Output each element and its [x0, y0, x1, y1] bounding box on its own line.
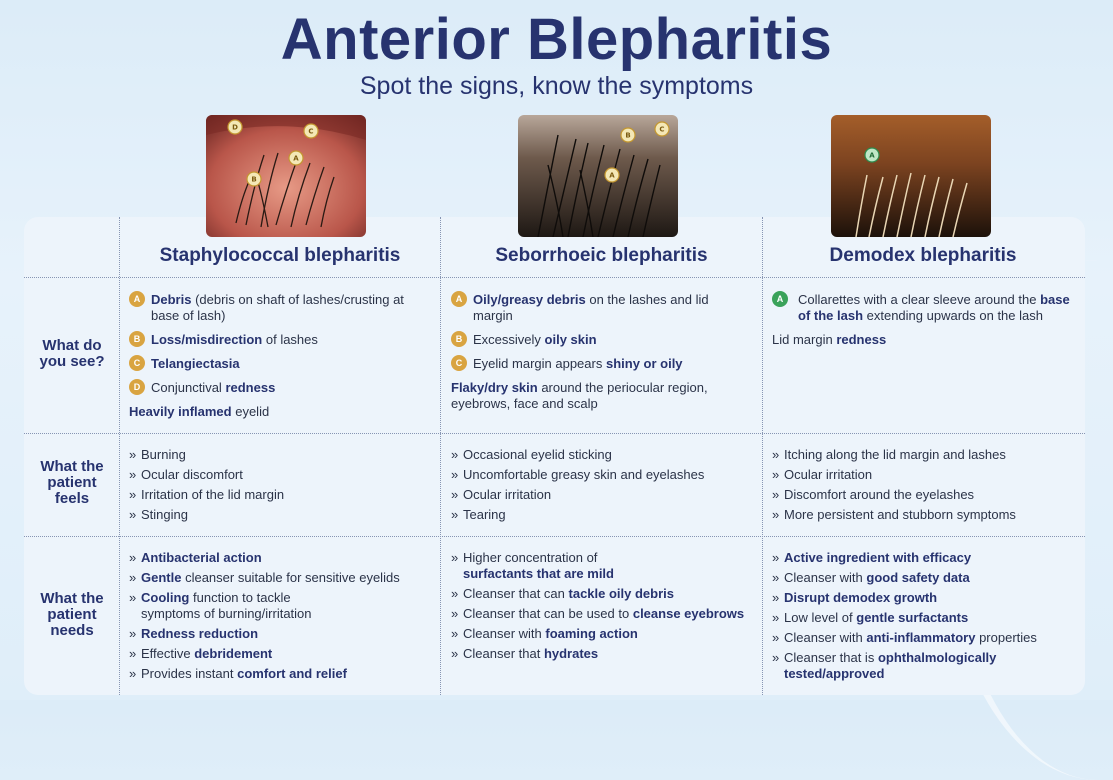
need-emphasis: cleanse eyebrows — [632, 606, 745, 621]
need-item — [451, 646, 756, 662]
column-title-sebo: Seborrhoeic blepharitis — [495, 245, 708, 266]
sign-emphasis: Flaky/dry skin — [451, 380, 538, 395]
row-divider — [24, 277, 1085, 278]
sign-badge: C — [129, 355, 145, 371]
sign-item — [451, 292, 751, 324]
sign-emphasis: shiny or oily — [605, 356, 683, 371]
symptom-item: » Uncomfortable greasy skin and eyelashes — [451, 467, 751, 483]
need-emphasis: Gentle — [141, 570, 182, 585]
sign-badge: A — [129, 291, 145, 307]
need-item — [772, 570, 1072, 586]
sebo-needs-cell — [451, 550, 756, 666]
need-text: Cleanser that — [463, 646, 544, 661]
sign-emphasis: Loss/misdirection — [151, 332, 263, 347]
column-divider — [119, 217, 120, 695]
staph-eyelid-photo — [206, 115, 366, 237]
photo-marker-label: D — [232, 123, 238, 132]
page-title: Anterior Blepharitis — [280, 7, 833, 72]
need-text: Cleanser that can — [463, 586, 569, 601]
need-item — [772, 550, 1072, 566]
sign-text: eyelid — [231, 404, 270, 419]
photo-marker-label: A — [869, 151, 875, 160]
photo-marker-label: C — [308, 127, 314, 136]
need-item — [451, 550, 623, 582]
row-divider — [24, 433, 1085, 434]
need-item — [129, 666, 434, 682]
demodex-feels-cell — [772, 447, 1077, 527]
page-subtitle: Spot the signs, know the symptoms — [359, 72, 754, 100]
demodex-needs-cell — [772, 550, 1072, 686]
sign-emphasis: redness — [225, 380, 276, 395]
staph-feels-cell — [129, 447, 429, 527]
need-item — [129, 590, 321, 622]
sign-item — [129, 356, 429, 372]
symptom-item: » Stinging — [129, 507, 429, 523]
sebo-feels-cell — [451, 447, 751, 527]
need-text: Higher concentration of — [463, 550, 598, 565]
demodex-see-cell — [772, 292, 1072, 356]
sign-item — [129, 404, 429, 420]
sign-emphasis: Oily/greasy debris — [473, 292, 586, 307]
symptom-item: » Occasional eyelid sticking — [451, 447, 751, 463]
need-text: Cleanser with — [784, 570, 867, 585]
need-item — [772, 650, 999, 682]
need-item — [772, 590, 1072, 606]
need-item — [772, 630, 1072, 646]
sign-item — [451, 332, 751, 348]
symptom-item: » Ocular discomfort — [129, 467, 429, 483]
row-divider — [24, 536, 1085, 537]
sign-badge: D — [129, 379, 145, 395]
need-text: cleanser suitable for sensitive eyelids — [181, 570, 400, 585]
sign-text: of lashes — [262, 332, 318, 347]
symptom-item: » Discomfort around the eyelashes — [772, 487, 1077, 503]
need-emphasis: anti-inflammatory — [866, 630, 976, 645]
sign-item — [451, 356, 751, 372]
need-emphasis: ophthalmologically tested/approved — [784, 650, 997, 681]
sign-emphasis: redness — [836, 332, 887, 347]
sign-emphasis: Heavily inflamed — [129, 404, 232, 419]
need-text: Cleanser that is — [784, 650, 878, 665]
symptom-item: » Ocular irritation — [451, 487, 751, 503]
sign-badge: A — [772, 291, 788, 307]
need-emphasis: debridement — [194, 646, 273, 661]
column-title-demodex: Demodex blepharitis — [829, 245, 1017, 266]
sign-text: on the lashes and lid margin — [473, 292, 709, 323]
sign-item — [772, 292, 1072, 324]
staph-needs-cell — [129, 550, 434, 686]
need-emphasis: Antibacterial action — [141, 550, 262, 565]
sign-badge: C — [451, 355, 467, 371]
symptom-item: » More persistent and stubborn symptoms — [772, 507, 1077, 523]
sign-text: extending upwards on the lash — [863, 308, 1043, 323]
sign-badge: B — [129, 331, 145, 347]
sign-item — [129, 292, 429, 324]
need-text: Provides instant — [141, 666, 238, 681]
row-label-see: What do you see? — [39, 337, 105, 370]
need-text: Cleanser with — [463, 626, 546, 641]
need-text: Cleanser with — [784, 630, 867, 645]
photo-marker-label: B — [251, 175, 257, 184]
sebo-see-cell — [451, 292, 751, 420]
symptom-item: » Tearing — [451, 507, 751, 523]
need-item — [772, 610, 1072, 626]
symptom-item: » Itching along the lid margin and lashes — [772, 447, 1077, 463]
sign-item — [451, 380, 751, 412]
need-item — [129, 626, 434, 642]
need-emphasis: tackle oily debris — [568, 586, 675, 601]
column-divider — [762, 217, 763, 695]
need-emphasis: comfort and relief — [237, 666, 347, 681]
sign-item — [772, 332, 1072, 348]
need-text: Effective — [141, 646, 195, 661]
need-emphasis: Disrupt demodex growth — [784, 590, 938, 605]
need-item — [129, 570, 434, 586]
sign-text: Collarettes with a clear sleeve around the — [798, 292, 1041, 307]
sign-emphasis: oily skin — [544, 332, 597, 347]
need-item — [129, 646, 434, 662]
need-emphasis: gentle surfactants — [856, 610, 969, 625]
need-emphasis: Redness reduction — [141, 626, 259, 641]
need-text: Low level of — [784, 610, 857, 625]
sign-text: Eyelid margin appears — [473, 356, 606, 371]
sign-item — [129, 380, 429, 396]
sign-emphasis: Debris — [151, 292, 192, 307]
column-divider — [440, 217, 441, 695]
need-emphasis: hydrates — [543, 646, 599, 661]
staph-see-cell — [129, 292, 429, 428]
need-item — [451, 606, 756, 622]
need-emphasis: good safety data — [866, 570, 970, 585]
need-emphasis: Active ingredient with efficacy — [784, 550, 972, 565]
symptom-item: » Burning — [129, 447, 429, 463]
sign-emphasis: base of the lash — [798, 292, 1070, 323]
need-emphasis: Cooling — [141, 590, 190, 605]
photo-marker-label: B — [625, 131, 631, 140]
need-emphasis: foaming action — [545, 626, 638, 641]
sign-text: Conjunctival — [151, 380, 226, 395]
sign-badge: B — [451, 331, 467, 347]
demodex-eyelid-photo — [831, 115, 991, 237]
sign-item — [129, 332, 429, 348]
sign-text: (debris on shaft of lashes/crusting at base of lash) — [151, 292, 404, 323]
need-text: function to tackle symptoms of burning/irritation — [141, 590, 312, 621]
symptom-item: » Irritation of the lid margin — [129, 487, 429, 503]
photo-marker-label: A — [609, 171, 615, 180]
photo-marker-label: A — [293, 154, 299, 163]
sign-text: around the periocular region, eyebrows, face and scalp — [451, 380, 708, 411]
sign-text: Excessively — [473, 332, 545, 347]
need-text: Cleanser that can be used to — [463, 606, 633, 621]
need-item — [451, 626, 756, 642]
sign-text: Lid margin — [772, 332, 837, 347]
photo-marker-label: C — [659, 125, 665, 134]
need-item — [129, 550, 434, 566]
sign-badge: A — [451, 291, 467, 307]
need-item — [451, 586, 756, 602]
column-title-staph: Staphylococcal blepharitis — [159, 245, 401, 266]
row-label-needs: What the patient needs — [40, 590, 104, 639]
row-label-feels: What the patient feels — [40, 458, 104, 507]
need-emphasis: surfactants that are mild — [463, 566, 614, 581]
sign-emphasis: Telangiectasia — [151, 356, 240, 371]
symptom-item: » Ocular irritation — [772, 467, 1077, 483]
sebo-eyelid-photo — [518, 115, 678, 237]
need-text: properties — [975, 630, 1037, 645]
